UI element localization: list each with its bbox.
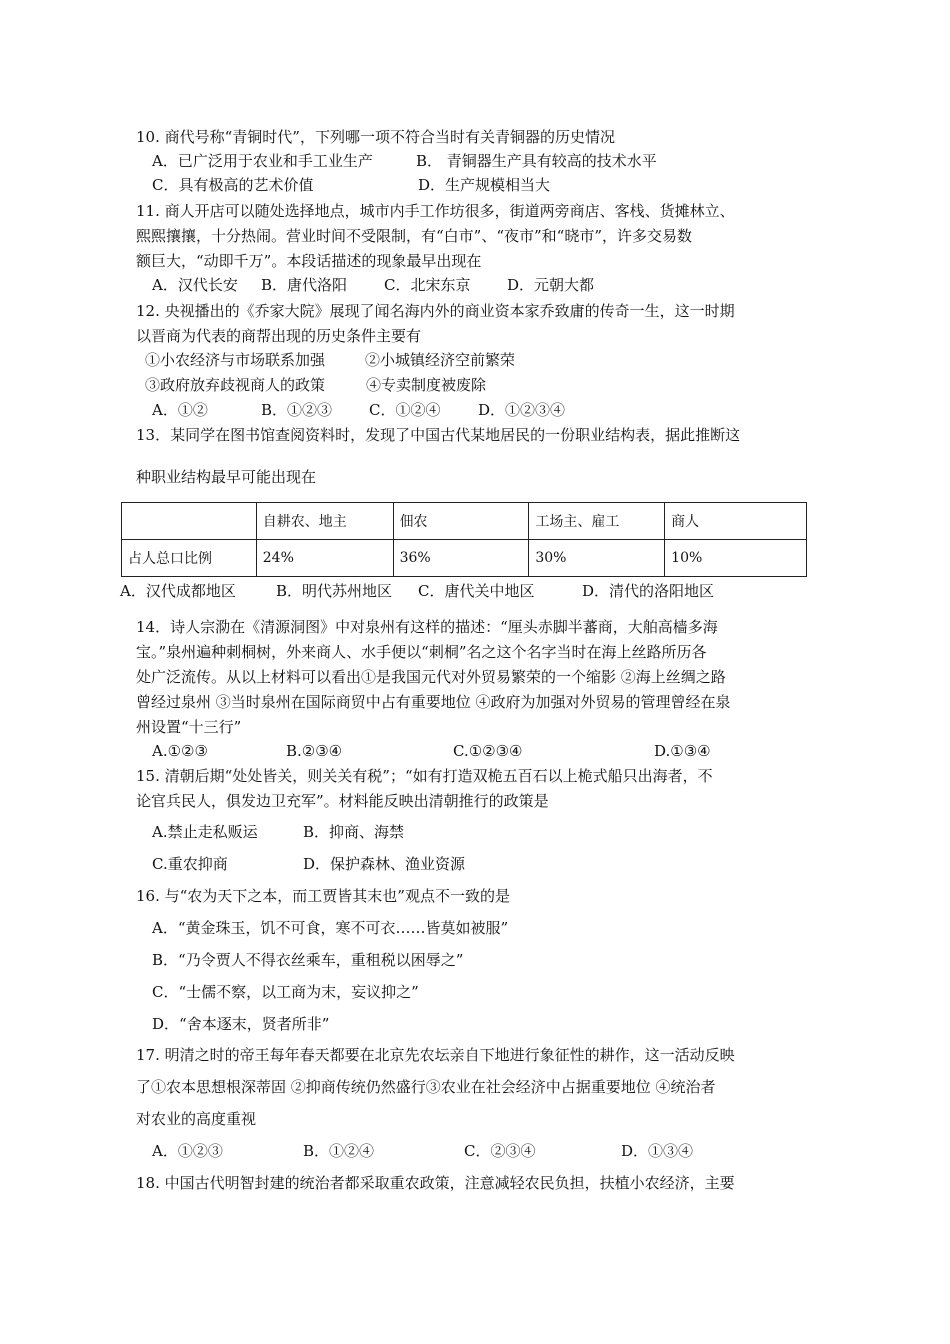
- q14-line-1: 14．诗人宗泐在《清源洞图》中对泉州有这样的描述：“厘头赤脚半蕃商，大舶高樯多海: [136, 618, 718, 636]
- q13-line-2: 种职业结构最早可能出现在: [136, 468, 317, 486]
- q10-option-b: B． 青铜器生产具有较高的技术水平: [416, 152, 657, 170]
- q15-option-c: C.重农抑商: [152, 855, 228, 873]
- q17-option-c: C．②③④: [464, 1142, 536, 1160]
- q13-option-b: B．明代苏州地区: [276, 582, 393, 600]
- q14-option-a: A.①②③: [152, 742, 208, 760]
- q16-stem: 16. 与“农为天下之本，而工贾皆其末也”观点不一致的是: [136, 887, 510, 905]
- q14-line-5: 州设置“十三行”: [136, 718, 242, 736]
- q12-item-2: ②小城镇经济空前繁荣: [365, 351, 516, 369]
- occupation-table: [121, 502, 807, 577]
- q16-option-c: C．“士儒不察，以工商为末，妄议抑之”: [152, 983, 419, 1001]
- q17-line-3: 对农业的高度重视: [136, 1110, 257, 1128]
- q15-option-a: A.禁止走私贩运: [152, 823, 258, 841]
- table-cell: 工场主、雇工: [529, 503, 665, 540]
- q16-option-d: D．“舍本逐末，贤者所非”: [152, 1015, 330, 1033]
- q11-option-b: B．唐代洛阳: [261, 276, 348, 294]
- q11-option-a: A．汉代长安: [152, 276, 238, 294]
- q12-option-b: B．①②③: [261, 401, 333, 419]
- q13-option-c: C．唐代关中地区: [418, 582, 535, 600]
- q10-stem: 10. 商代号称“青铜时代”，下列哪一项不符合当时有关青铜器的历史情况: [136, 128, 615, 146]
- q11-line-3: 额巨大，“动即千万”。本段话描述的现象最早出现在: [136, 252, 482, 270]
- table-row: [122, 540, 807, 577]
- q10-option-a: A．已广泛用于农业和手工业生产: [152, 152, 373, 170]
- q12-item-4: ④专卖制度被废除: [366, 376, 487, 394]
- q17-option-d: D．①③④: [621, 1142, 694, 1160]
- table-cell: 商人: [665, 503, 807, 540]
- table-cell: [122, 503, 257, 540]
- table-cell: 36%: [393, 540, 529, 577]
- q17-line-2: 了①农本思想根深蒂固 ②抑商传统仍然盛行③农业在社会经济中占据重要地位 ④统治者: [136, 1078, 716, 1096]
- q12-item-3: ③政府放弃歧视商人的政策: [145, 376, 326, 394]
- q18-line-1: 18. 中国古代明智封建的统治者都采取重农政策，注意减轻农民负担，扶植小农经济，主要: [136, 1174, 735, 1192]
- q13-line-1: 13．某同学在图书馆查阅资料时，发现了中国古代某地居民的一份职业结构表，据此推断这: [136, 426, 741, 444]
- q13-option-d: D．清代的洛阳地区: [582, 582, 715, 600]
- q12-option-a: A．①②: [152, 401, 208, 419]
- q17-option-b: B．①②④: [303, 1142, 375, 1160]
- q12-option-c: C．①②④: [369, 401, 441, 419]
- q11-option-d: D．元朝大都: [507, 276, 595, 294]
- table-cell: 佃农: [393, 503, 529, 540]
- q14-line-2: 宝。”泉州遍种刺桐树，外来商人、水手便以“刺桐”名之这个名字当时在海上丝路所历各: [136, 643, 707, 661]
- q11-line-1: 11. 商人开店可以随处选择地点，城市内手工作坊很多，街道两旁商店、客栈、货摊林立、: [136, 202, 735, 220]
- table-cell: 自耕农、地主: [256, 503, 393, 540]
- q15-line-1: 15. 清朝后期“处处皆关，则关关有税”；“如有打造双桅五百石以上桅式船只出海者，不: [136, 767, 713, 785]
- q10-option-d: D．生产规模相当大: [418, 176, 551, 194]
- table-cell: 24%: [256, 540, 393, 577]
- table-cell: 30%: [529, 540, 665, 577]
- q12-line-2: 以晋商为代表的商帮出现的历史条件主要有: [136, 327, 422, 345]
- q11-option-c: C．北宋东京: [384, 276, 471, 294]
- q12-option-d: D．①②③④: [478, 401, 566, 419]
- q14-option-c: C.①②③④: [453, 742, 523, 760]
- table-cell: 占人总口比例: [122, 540, 257, 577]
- q17-option-a: A．①②③: [152, 1142, 223, 1160]
- q11-line-2: 熙熙攘攘，十分热闹。营业时间不受限制，有“白市”、“夜市”和“晓市”，许多交易数: [136, 227, 693, 245]
- table-cell: 10%: [665, 540, 807, 577]
- q15-option-d: D．保护森林、渔业资源: [303, 855, 466, 873]
- q15-option-b: B．抑商、海禁: [303, 823, 405, 841]
- q17-line-1: 17. 明清之时的帝王每年春天都要在北京先农坛亲自下地进行象征性的耕作，这一活动反映: [136, 1046, 735, 1064]
- q12-line-1: 12. 央视播出的《乔家大院》展现了闻名海内外的商业资本家乔致庸的传奇一生，这一时期: [136, 302, 735, 320]
- q12-item-1: ①小农经济与市场联系加强: [145, 351, 326, 369]
- q16-option-b: B．“乃令贾人不得衣丝乘车，重租税以困辱之”: [152, 951, 464, 969]
- table-header-row: [122, 503, 807, 540]
- q10-option-c: C．具有极高的艺术价值: [152, 176, 314, 194]
- q13-option-a: A．汉代成都地区: [120, 582, 236, 600]
- q14-option-d: D.①③④: [654, 742, 711, 760]
- q14-option-b: B.②③④: [286, 742, 343, 760]
- q14-line-4: 曾经过泉州 ③当时泉州在国际商贸中占有重要地位 ④政府为加强对外贸易的管理曾经在泉: [136, 693, 731, 711]
- q16-option-a: A．“黄金珠玉，饥不可食，寒不可衣……皆莫如被服”: [152, 919, 509, 937]
- q14-line-3: 处广泛流传。从以上材料可以看出①是我国元代对外贸易繁荣的一个缩影 ②海上丝绸之路: [136, 668, 726, 686]
- q15-line-2: 论官兵民人，俱发边卫充军”。材料能反映出清朝推行的政策是: [136, 792, 549, 810]
